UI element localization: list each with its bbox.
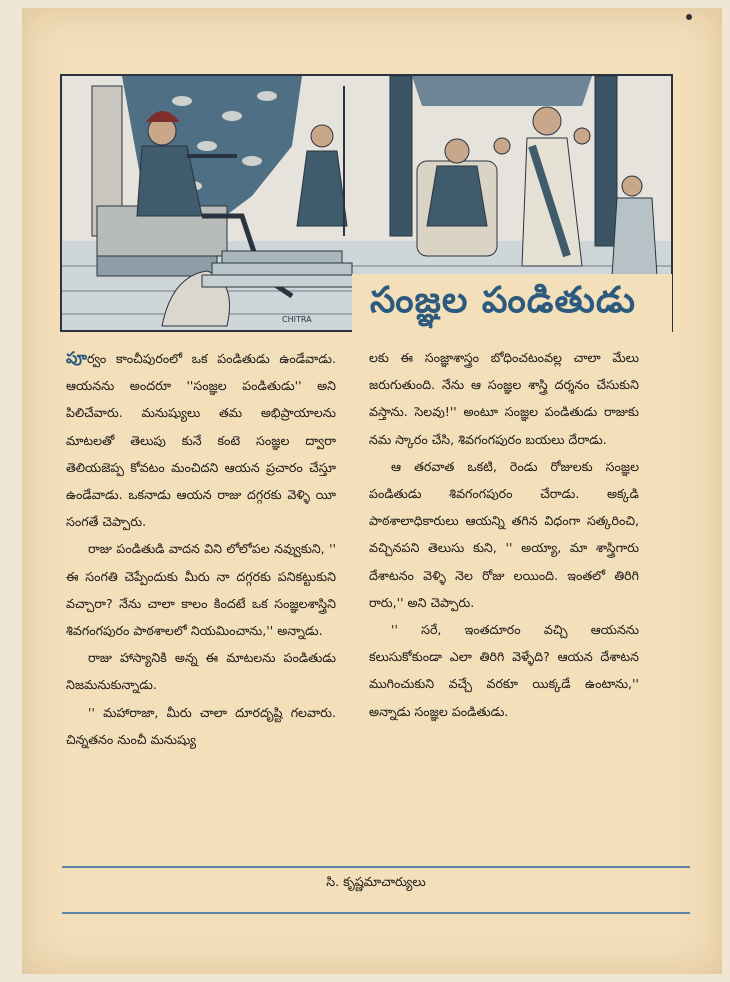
artist-signature: CHITRA: [282, 315, 312, 324]
paragraph: '' మహారాజా, మీరు చాలా దూరదృష్టి గలవారు. చిన్నతనం నుంచీ మనుష్యు: [66, 704, 336, 747]
divider-rule: [62, 912, 690, 914]
author-credit: సి. కృష్ణమాచార్యులు: [326, 874, 426, 889]
story-title: సంజ్ఞల పండితుడు: [352, 274, 672, 344]
paragraph: రాజు పండితుడి వాదన విని లోలోపల నవ్వుకుని, '' ఈ సంగతి చెప్పేందుకు మీరు నా దగ్గరకు పనికట్టుకుని వచ్చారా? నేను చాలా కాలం కిందటే ఒక సంజ్ఞలశాస్త్రిని శివగంగపురం పాఠశాలలో నియమించాను,'' అన్నాడు.: [66, 541, 336, 639]
paragraph: పూర్వం కాంచీపురంలో ఒక పండితుడు ఉండేవాడు. ఆయనను అందరూ ''సంజ్ఞల పండితుడు'' అని పిలిచేవారు. మనుష్యులు తమ అభిప్రాయాలను మాటలతో తెలుపు కునే కంటె సంజ్ఞల ద్వారా తెలియజెప్ప కోవటం మంచిదని ఆయన ప్రచారం చేస్తూ ఉండేవాడు. ఒకనాడు ఆయన రాజు దగ్గరకు వెళ్ళి యీ సంగతే చెప్పారు.: [66, 348, 336, 530]
drop-cap: పూ: [66, 348, 87, 367]
paragraph: రాజు హాస్యానికి అన్న ఈ మాటలను పండితుడు నిజమనుకున్నాడు.: [66, 650, 336, 693]
right-column: [369, 344, 639, 725]
paragraph: '' సరే, ఇంతదూరం వచ్చి ఆయనను కలుసుకోకుండా ఎలా తిరిగి వెళ్ళేది? ఆయన దేశాటన ముగించుకుని వచ్చే వరకూ యిక్కడే ఉంటాను,'' అన్నాడు సంజ్ఞల పండితుడు.: [369, 622, 639, 719]
divider-rule: [62, 866, 690, 868]
left-column: [66, 344, 336, 753]
paragraph: లకు ఈ సంజ్ఞాశాస్త్రం బోధించటంవల్ల చాలా మేలు జరుగుతుంది. నేను ఆ సంజ్ఞల శాస్త్రి దర్శనం చేసుకుని వస్తాను. సెలవు!'' అంటూ సంజ్ఞల పండితుడు రాజుకు నమ స్కారం చేసి, శివగంగపురం బయలు దేరాడు.: [369, 350, 639, 447]
magazine-page: [22, 8, 722, 974]
paragraph: ఆ తరవాత ఒకటి, రెండు రోజులకు సంజ్ఞల పండితుడు శివగంగపురం చేరాడు. అక్కడి పాఠశాలాధికారులు ఆయన్ని తగిన విధంగా సత్కరించి, వచ్చినపని తెలుసు కుని, '' అయ్యా, మా శాస్త్రిగారు దేశాటనం వెళ్ళి నెల రోజు లయింది. ఇంతలో తిరిగి రారు,'' అని చెప్పారు.: [369, 458, 639, 610]
print-dot: [686, 14, 692, 20]
